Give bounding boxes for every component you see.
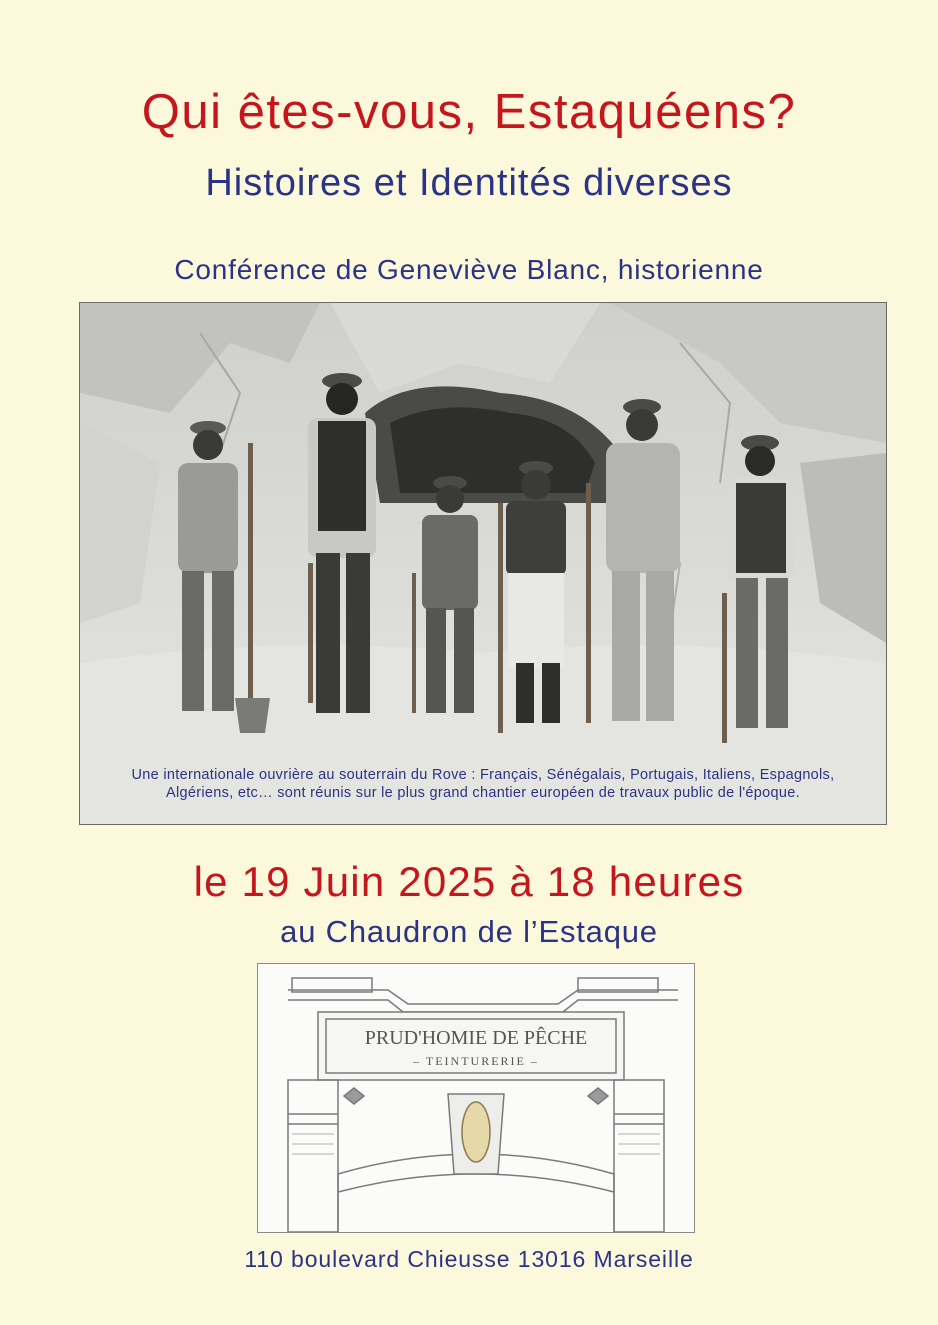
poster-subtitle: Histoires et Identités diverses (205, 162, 733, 204)
photo-caption (80, 766, 886, 802)
building-facade-drawing (257, 963, 695, 1233)
historic-workers-photo (79, 302, 887, 825)
speaker-line: Conférence de Geneviève Blanc, historienne (174, 254, 764, 285)
photo-caption-line-2: Algériens, etc… sont réunis sur le plus grand chantier européen de travaux public de l'époque. (166, 785, 800, 801)
facade-sketch-illustration (258, 964, 694, 1232)
photo-caption-line-1: Une internationale ouvrière au souterrain du Rove : Français, Sénégalais, Portugais, Italiens, Espagnols, (131, 767, 835, 783)
event-venue: au Chaudron de l’Estaque (280, 914, 658, 949)
event-date: le 19 Juin 2025 à 18 heures (193, 858, 745, 905)
sign-text-teinturerie: – TEINTURERIE – (413, 1054, 539, 1068)
poster-title: Qui êtes-vous, Estaquéens? (141, 85, 797, 139)
sign-text-prudhomie: PRUD'HOMIE DE PÊCHE (364, 1027, 588, 1049)
event-address: 110 boulevard Chieusse 13016 Marseille (244, 1246, 694, 1272)
workers-photo-illustration (80, 303, 886, 824)
